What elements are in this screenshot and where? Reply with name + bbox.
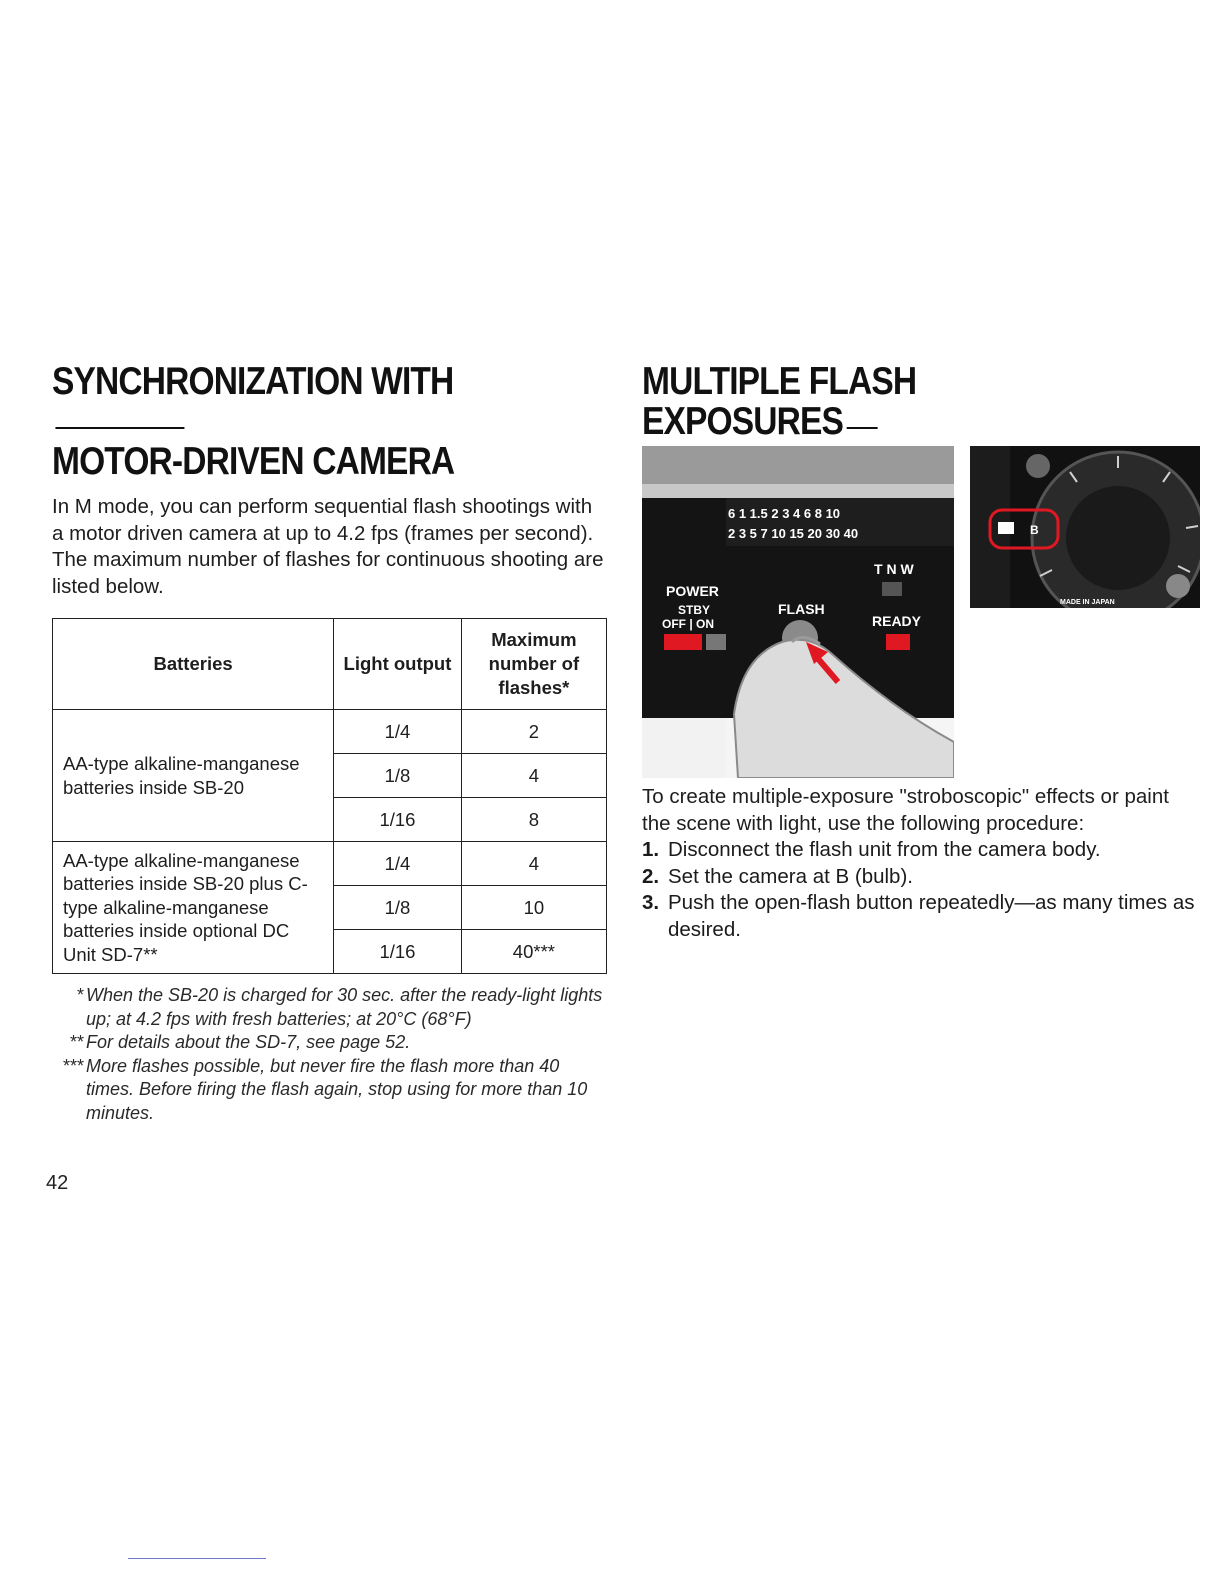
flash-count-cell: 2 — [461, 710, 606, 754]
photo-group — [642, 446, 1200, 778]
list-item — [642, 890, 1200, 943]
footnote-mark: *** — [62, 1055, 84, 1076]
footnote-text: More flashes possible, but never fire the flash more than 40 times. Before firing the flash again, stop using for more than 10 minutes. — [86, 1055, 588, 1123]
flash-count-cell: 8 — [461, 798, 606, 842]
heading-rule — [846, 427, 877, 429]
heading-rule — [55, 427, 184, 429]
footnote-text: For details about the SD-7, see page 52. — [86, 1032, 411, 1052]
power-label: POWER — [666, 583, 719, 599]
procedure-steps — [642, 837, 1200, 943]
step-text: Set the camera at B (bulb). — [668, 864, 913, 888]
light-output-cell: 1/16 — [334, 798, 462, 842]
footnote — [52, 1031, 608, 1055]
multiple-flash-heading-text: MULTIPLE FLASH EXPOSURES — [642, 360, 917, 443]
sync-paragraph-2: The maximum number of flashes for continuous shooting are listed below. — [52, 548, 604, 598]
flash-panel-photo — [642, 446, 954, 778]
table-row — [53, 842, 607, 886]
light-output-cell: 1/4 — [334, 842, 462, 886]
power-switch-indicator — [664, 634, 702, 650]
footnotes — [52, 984, 608, 1125]
step-text: Disconnect the flash unit from the camera body. — [668, 838, 1101, 861]
scale-top-label: 6 1 1.5 2 3 4 6 8 10 — [728, 506, 841, 521]
footnote-mark: ** — [69, 1032, 84, 1052]
table-header-row — [53, 619, 607, 710]
flash-count-cell: 4 — [461, 754, 606, 798]
sync-heading-line1: SYNCHRONIZATION WITH — [52, 360, 454, 403]
flash-count-cell: 4 — [461, 842, 606, 886]
ready-light-indicator — [886, 634, 910, 650]
header-max-flashes: Maximum number of flashes* — [461, 619, 606, 710]
footnote — [52, 1055, 608, 1126]
flash-count-cell: 40*** — [461, 930, 606, 974]
battery-cell: AA-type alkaline-manganese batteries inside SB-20 — [53, 710, 334, 842]
flash-label: FLASH — [778, 601, 825, 617]
flash-count-table — [52, 618, 607, 974]
tnw-label: T N W — [874, 561, 914, 577]
flash-panel-illustration — [642, 446, 954, 778]
header-batteries: Batteries — [53, 619, 334, 710]
multiple-flash-intro: To create multiple-exposure "stroboscopic" effects or paint the scene with light, use the following procedure: — [642, 785, 1169, 835]
off-on-label: OFF | ON — [662, 617, 715, 631]
footnote-mark: * — [76, 985, 84, 1005]
sync-heading — [52, 362, 530, 482]
table-row — [53, 710, 607, 754]
step-number: 2. — [642, 864, 660, 888]
flash-count-cell: 10 — [461, 886, 606, 930]
tnw-switch — [882, 582, 902, 596]
ready-label: READY — [872, 613, 922, 629]
light-output-cell: 1/8 — [334, 754, 462, 798]
bottom-divider — [128, 1558, 266, 1559]
page-number: 42 — [46, 1172, 69, 1194]
footnote — [52, 984, 608, 1031]
list-item — [642, 837, 1200, 864]
stby-label: STBY — [678, 603, 711, 617]
dial-b-label: B — [1030, 523, 1039, 537]
light-output-cell: 1/8 — [334, 886, 462, 930]
shutter-dial-photo — [970, 446, 1200, 608]
dial-marker-icon — [998, 522, 1014, 534]
step-text: Push the open-flash button repeatedly—as many times as desired. — [668, 891, 1195, 941]
right-column — [642, 362, 1200, 943]
light-output-cell: 1/4 — [334, 710, 462, 754]
made-in-label: MADE IN JAPAN — [1060, 599, 1115, 606]
sync-paragraph-1: In M mode, you can perform sequential flash shootings with a motor driven camera at up to 4.2 fps (frames per second). — [52, 495, 594, 545]
step-number: 3. — [642, 891, 660, 914]
battery-cell: AA-type alkaline-manganese batteries inside SB-20 plus C-type alkaline-manganese batteries inside optional DC Unit SD-7** — [53, 842, 334, 974]
scale-bottom-label: 2 3 5 7 10 15 20 30 40 — [728, 526, 859, 541]
power-switch-knob — [706, 634, 726, 650]
header-light-output: Light output — [334, 619, 462, 710]
footnote-text: When the SB-20 is charged for 30 sec. after the ready-light lights up; at 4.2 fps with fresh batteries; at 20°C (68°F) — [86, 985, 603, 1029]
shutter-dial-illustration — [970, 446, 1200, 608]
left-column — [52, 362, 608, 1125]
list-item — [642, 864, 1200, 891]
light-output-cell: 1/16 — [334, 930, 462, 974]
camera-screw-icon — [1026, 454, 1050, 478]
sync-heading-line2: MOTOR-DRIVEN CAMERA — [52, 440, 455, 483]
multiple-flash-heading — [642, 362, 1122, 442]
step-number: 1. — [642, 838, 660, 861]
